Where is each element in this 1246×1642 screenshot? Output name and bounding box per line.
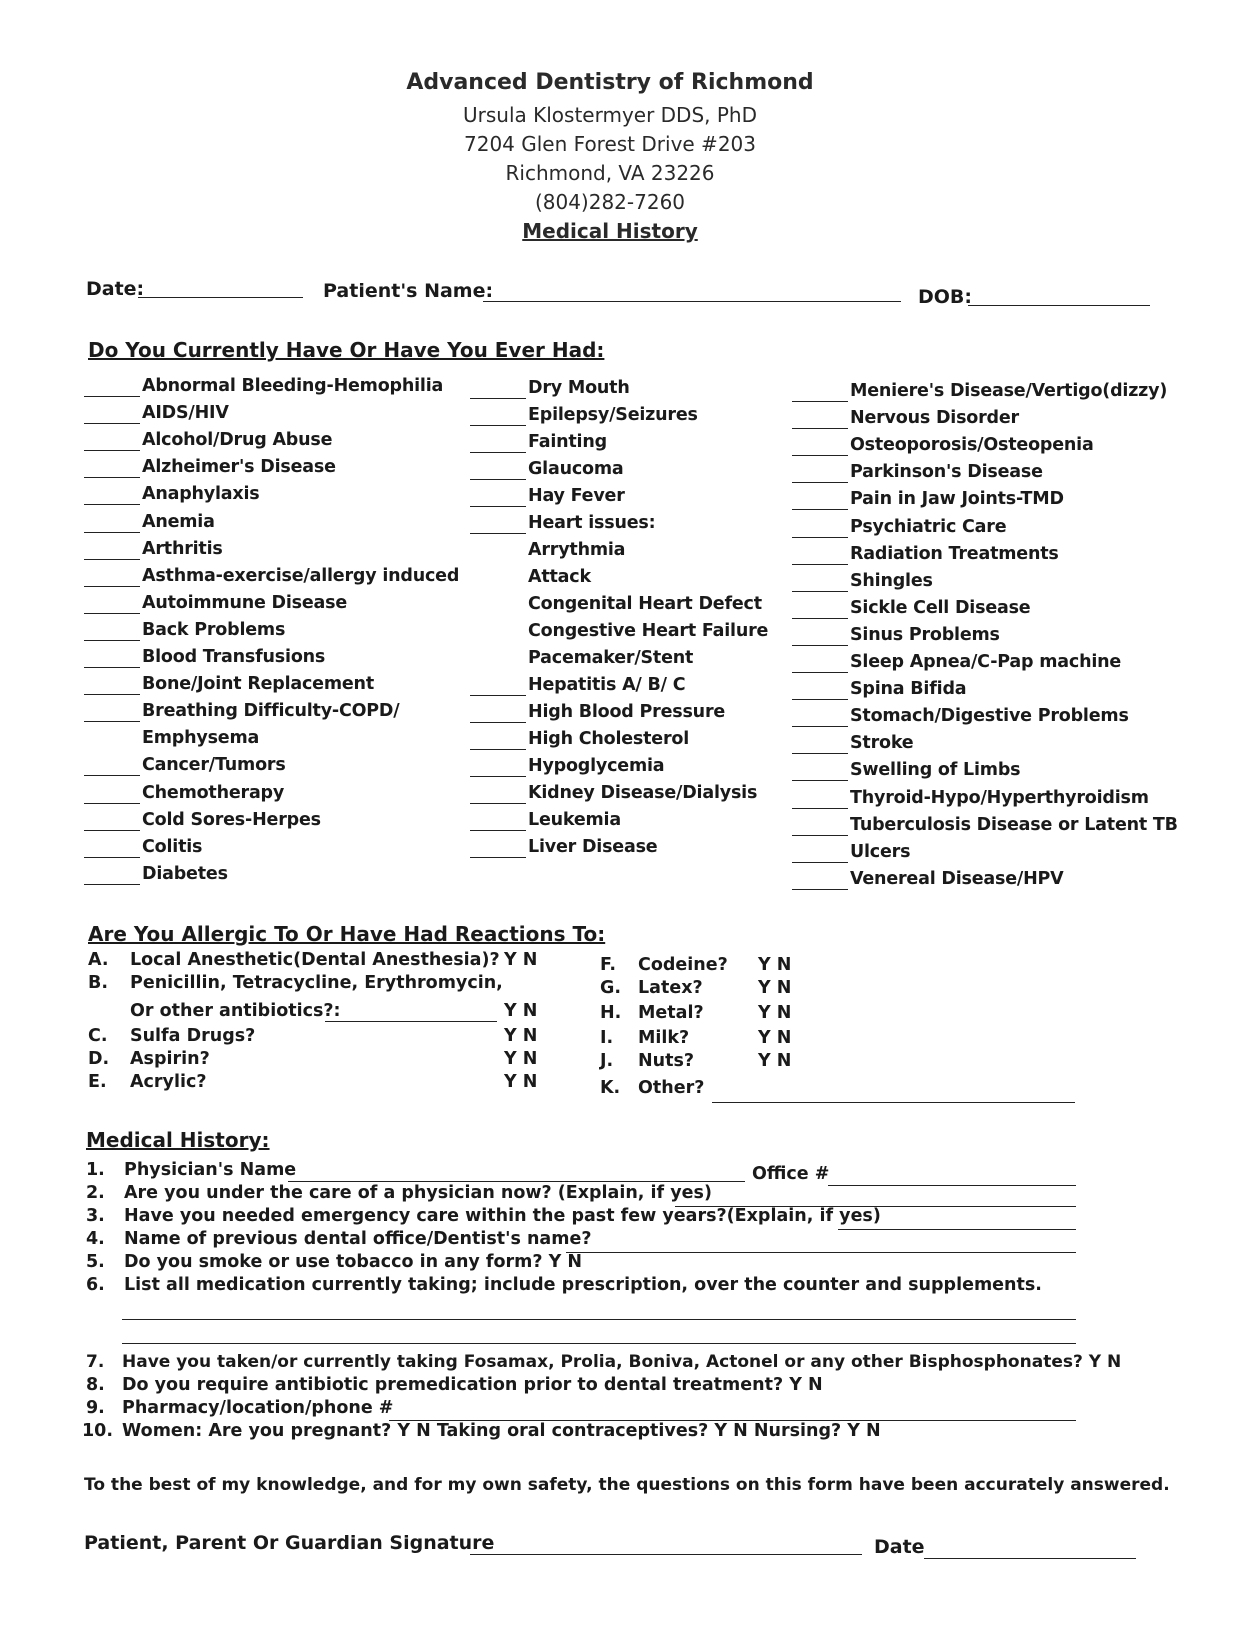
- condition-check-blank[interactable]: [84, 430, 140, 451]
- condition-check-blank[interactable]: [470, 756, 526, 777]
- medication-line-2[interactable]: [122, 1342, 1076, 1344]
- condition-label: Parkinson's Disease: [850, 462, 1043, 483]
- allergy-letter: G.: [600, 978, 622, 998]
- condition-col1-item: [84, 810, 321, 831]
- allergy-label: Codeine?: [638, 955, 728, 975]
- condition-label: Asthma-exercise/allergy induced: [142, 565, 460, 586]
- condition-label: Glaucoma: [528, 459, 624, 479]
- condition-label: Sinus Problems: [850, 624, 1000, 645]
- condition-col3-item: [792, 489, 1064, 510]
- allergy-letter: J.: [600, 1051, 614, 1071]
- allergy-letter: E.: [88, 1072, 107, 1092]
- condition-label: Tuberculosis Disease or Latent TB: [850, 814, 1178, 835]
- condition-label: Nervous Disorder: [850, 408, 1019, 429]
- allergy-label: Aspirin?: [130, 1049, 210, 1069]
- dob-label: DOB:: [918, 286, 973, 308]
- condition-check-blank[interactable]: [792, 517, 848, 538]
- other-antibiotics-field[interactable]: [325, 1020, 497, 1022]
- condition-check-blank[interactable]: [792, 625, 848, 646]
- q6-number: 6.: [86, 1275, 105, 1295]
- conditions-heading: Do You Currently Have Or Have You Ever Had:: [88, 338, 605, 362]
- allergy-yes-no[interactable]: Y N: [758, 1003, 792, 1023]
- condition-check-blank[interactable]: [84, 701, 140, 722]
- condition-label: Chemotherapy: [142, 782, 285, 803]
- office-number-field[interactable]: [828, 1184, 1076, 1186]
- condition-check-blank[interactable]: [84, 864, 140, 885]
- condition-col3-item: [792, 652, 1121, 673]
- condition-label: Alcohol/Drug Abuse: [142, 430, 333, 451]
- condition-label: Dry Mouth: [528, 378, 630, 398]
- condition-check-blank[interactable]: [792, 652, 848, 673]
- q5-number: 5.: [86, 1252, 105, 1272]
- condition-label: Hepatitis A/ B/ C: [528, 675, 686, 695]
- allergy-label: Local Anesthetic(Dental Anesthesia)?: [130, 950, 500, 970]
- q3-label: Have you needed emergency care within the past few years?(Explain, if yes): [124, 1206, 881, 1226]
- allergy-label: Nuts?: [638, 1051, 695, 1071]
- medical-history-heading: Medical History:: [86, 1128, 270, 1152]
- condition-col3-item: [792, 815, 1178, 836]
- condition-label: Anaphylaxis: [142, 484, 260, 505]
- allergy-yes-no[interactable]: Y N: [758, 978, 792, 998]
- condition-check-blank[interactable]: [84, 403, 140, 424]
- condition-label: Stomach/Digestive Problems: [850, 706, 1129, 727]
- condition-label: Pacemaker/Stent: [528, 648, 694, 668]
- condition-col2-item: [470, 594, 762, 614]
- condition-check-blank[interactable]: [792, 706, 848, 727]
- condition-check-blank[interactable]: [84, 484, 140, 505]
- condition-label: Kidney Disease/Dialysis: [528, 783, 758, 803]
- condition-col2-item: [470, 405, 698, 426]
- condition-label: Arthritis: [142, 538, 223, 559]
- condition-col3-item: [792, 679, 966, 700]
- condition-check-blank[interactable]: [792, 815, 848, 836]
- q3-number: 3.: [86, 1206, 105, 1226]
- q8-label: Do you require antibiotic premedication prior to dental treatment? Y N: [122, 1375, 823, 1395]
- condition-check-blank[interactable]: [792, 760, 848, 781]
- form-title: Medical History: [522, 219, 698, 243]
- q5-label: Do you smoke or use tobacco in any form? Y N: [124, 1252, 583, 1272]
- condition-label: Alzheimer's Disease: [142, 457, 336, 478]
- condition-col3-item: [792, 598, 1030, 619]
- condition-check-blank[interactable]: [470, 459, 526, 480]
- date-field[interactable]: [138, 296, 303, 298]
- practice-address-line1: 7204 Glen Forest Drive #203: [464, 132, 756, 156]
- condition-label: Congestive Heart Failure: [528, 621, 769, 641]
- condition-col3-item: [792, 869, 1064, 890]
- condition-label: Back Problems: [142, 619, 286, 640]
- condition-label: Spina Bifida: [850, 679, 967, 700]
- condition-col2-item: [470, 648, 693, 668]
- condition-col1-item: [84, 484, 260, 505]
- allergy-label: Acrylic?: [130, 1072, 207, 1092]
- condition-label: Swelling of Limbs: [850, 760, 1021, 781]
- condition-col2-item: [470, 837, 657, 858]
- condition-check-blank[interactable]: [84, 783, 140, 804]
- condition-check-blank[interactable]: [792, 435, 848, 456]
- condition-check-blank[interactable]: [470, 729, 526, 750]
- condition-label: Emphysema: [142, 728, 260, 749]
- condition-check-blank[interactable]: [792, 462, 848, 483]
- condition-label: Arrythmia: [528, 540, 626, 560]
- q4-number: 4.: [86, 1229, 105, 1249]
- condition-check-blank[interactable]: [470, 486, 526, 507]
- condition-label: Leukemia: [528, 810, 621, 830]
- condition-check-blank[interactable]: [792, 598, 848, 619]
- practice-phone: (804)282-7260: [534, 190, 686, 214]
- condition-check-blank[interactable]: [470, 378, 526, 399]
- condition-col1-item: [84, 701, 399, 722]
- condition-check-blank[interactable]: [84, 837, 140, 858]
- condition-label: Meniere's Disease/Vertigo(dizzy): [850, 381, 1168, 401]
- allergy-label: Penicillin, Tetracycline, Erythromycin,: [130, 973, 503, 993]
- condition-col2-item: [470, 540, 625, 560]
- signature-field[interactable]: [470, 1553, 862, 1555]
- condition-label: Hypoglycemia: [528, 756, 665, 776]
- allergy-label: Sulfa Drugs?: [130, 1026, 256, 1046]
- allergy-letter: K.: [600, 1078, 621, 1098]
- condition-label: Cancer/Tumors: [142, 755, 286, 776]
- condition-col1-item: [84, 674, 374, 695]
- physician-name-field[interactable]: [288, 1180, 745, 1182]
- condition-col2-item: [470, 783, 757, 804]
- condition-col1-item: [84, 837, 202, 858]
- q2-number: 2.: [86, 1183, 105, 1203]
- patient-name-label: Patient's Name:: [323, 280, 494, 302]
- q2-label: Are you under the care of a physician now? (Explain, if yes): [124, 1183, 712, 1203]
- condition-col1-item: [84, 593, 347, 614]
- condition-label: High Cholesterol: [528, 729, 690, 749]
- condition-label: High Blood Pressure: [528, 702, 726, 722]
- condition-col1-item: [84, 457, 336, 478]
- condition-label: Blood Transfusions: [142, 647, 326, 667]
- condition-col2-item: [470, 432, 607, 453]
- allergy-letter: D.: [88, 1049, 110, 1069]
- condition-check-blank[interactable]: [84, 620, 140, 641]
- condition-col1-item: [84, 620, 285, 641]
- condition-check-blank[interactable]: [792, 679, 848, 700]
- condition-label: Hay Fever: [528, 486, 625, 506]
- medication-line-1[interactable]: [122, 1318, 1076, 1320]
- condition-col1-item: [84, 647, 325, 668]
- condition-check-blank[interactable]: [792, 869, 848, 890]
- doctor-name: Ursula Klostermyer DDS, PhD: [462, 103, 758, 127]
- q1-number: 1.: [86, 1160, 105, 1180]
- allergy-label: Other?: [638, 1078, 705, 1098]
- condition-label: Congenital Heart Defect: [528, 594, 762, 614]
- condition-label: Diabetes: [142, 863, 228, 884]
- q4-field[interactable]: [566, 1251, 1076, 1253]
- condition-col2-item: [470, 378, 630, 399]
- condition-check-blank[interactable]: [470, 783, 526, 804]
- allergy-yes-no[interactable]: Y N: [504, 1026, 538, 1046]
- allergy-yes-no[interactable]: Y N: [758, 1028, 792, 1048]
- condition-col2-item: [470, 459, 623, 480]
- q9-label: Pharmacy/location/phone #: [122, 1398, 394, 1418]
- condition-label: Abnormal Bleeding-Hemophilia: [142, 376, 444, 396]
- condition-label: Colitis: [142, 836, 203, 857]
- condition-check-blank[interactable]: [84, 755, 140, 776]
- condition-label: Stroke: [850, 733, 914, 754]
- condition-check-blank[interactable]: [84, 457, 140, 478]
- q6-label: List all medication currently taking; include prescription, over the counter and supplements.: [124, 1275, 1042, 1295]
- other-allergy-field[interactable]: [712, 1101, 1075, 1103]
- condition-col3-item: [792, 760, 1020, 781]
- condition-col1-item: [84, 783, 284, 804]
- condition-check-blank[interactable]: [84, 593, 140, 614]
- condition-label: Thyroid-Hypo/Hyperthyroidism: [850, 787, 1149, 808]
- condition-check-blank[interactable]: [792, 408, 848, 429]
- q10-label: Women: Are you pregnant? Y N Taking oral contraceptives? Y N Nursing? Y N: [122, 1421, 881, 1441]
- condition-col3-item: [792, 571, 933, 592]
- condition-col1-item: [84, 430, 332, 451]
- allergies-heading: Are You Allergic To Or Have Had Reactions To:: [88, 922, 606, 946]
- condition-col3-item: [792, 408, 1019, 429]
- practice-name: Advanced Dentistry of Richmond: [406, 70, 814, 95]
- q7-label: Have you taken/or currently taking Fosamax, Prolia, Boniva, Actonel or any other Bisphosphonates? Y N: [122, 1352, 1122, 1372]
- q10-number: 10.: [82, 1421, 114, 1441]
- signature-date-label: Date: [874, 1536, 925, 1558]
- condition-col2-item: [470, 756, 664, 777]
- condition-label: Sickle Cell Disease: [850, 597, 1031, 618]
- allergy-label: Milk?: [638, 1028, 690, 1048]
- condition-col3-item: [792, 517, 1006, 538]
- condition-check-blank[interactable]: [792, 489, 848, 510]
- condition-label: AIDS/HIV: [142, 403, 229, 424]
- condition-label: Cold Sores-Herpes: [142, 809, 321, 830]
- signature-label: Patient, Parent Or Guardian Signature: [84, 1532, 495, 1554]
- condition-check-blank[interactable]: [84, 376, 140, 397]
- condition-col1-item: [84, 512, 215, 533]
- q4-label: Name of previous dental office/Dentist's name?: [124, 1229, 592, 1249]
- condition-label: Radiation Treatments: [850, 543, 1059, 564]
- condition-label: Heart issues:: [528, 513, 656, 533]
- condition-col3-item: [792, 788, 1149, 809]
- allergy-letter: H.: [600, 1003, 622, 1023]
- condition-col1-item: [84, 566, 459, 587]
- condition-col2-item: [470, 729, 689, 750]
- attestation-text: To the best of my knowledge, and for my own safety, the questions on this form have been accurately answered.: [84, 1475, 1170, 1495]
- condition-check-blank[interactable]: [84, 539, 140, 560]
- condition-check-blank[interactable]: [84, 810, 140, 831]
- condition-check-blank[interactable]: [470, 405, 526, 426]
- condition-col1-item: [84, 376, 443, 397]
- condition-col3-item: [792, 381, 1167, 402]
- q3-field[interactable]: [838, 1228, 1076, 1230]
- allergy-yes-no[interactable]: Y N: [504, 950, 538, 970]
- condition-check-blank[interactable]: [470, 702, 526, 723]
- condition-col2-item: [470, 621, 768, 641]
- condition-col2-item: [470, 567, 591, 587]
- condition-check-blank[interactable]: [792, 788, 848, 809]
- condition-check-blank[interactable]: [84, 674, 140, 695]
- allergy-yes-no[interactable]: Y N: [504, 1072, 538, 1092]
- condition-check-blank[interactable]: [470, 513, 526, 534]
- dob-field[interactable]: [968, 304, 1150, 306]
- condition-col1-item: [84, 864, 228, 885]
- condition-check-blank[interactable]: [470, 675, 526, 696]
- condition-check-blank[interactable]: [792, 842, 848, 863]
- allergy-yes-no[interactable]: Y N: [758, 1051, 792, 1071]
- q1-physician-label: Physician's Name: [124, 1160, 297, 1180]
- condition-check-blank[interactable]: [792, 381, 848, 402]
- condition-col2-item: [470, 513, 655, 534]
- condition-col1-item: [84, 539, 223, 560]
- condition-col3-item: [792, 842, 910, 863]
- condition-col2-item: [470, 486, 625, 507]
- condition-col2-item: [470, 702, 725, 723]
- allergy-letter: F.: [600, 955, 617, 975]
- condition-check-blank[interactable]: [84, 647, 140, 668]
- condition-label: Sleep Apnea/C-Pap machine: [850, 652, 1122, 672]
- q8-number: 8.: [86, 1375, 105, 1395]
- patient-name-field[interactable]: [483, 300, 901, 302]
- signature-date-field[interactable]: [924, 1557, 1136, 1559]
- condition-check-blank[interactable]: [792, 733, 848, 754]
- condition-label: Venereal Disease/HPV: [850, 868, 1064, 889]
- condition-col3-item: [792, 544, 1059, 565]
- date-label: Date:: [86, 278, 145, 300]
- condition-label: Autoimmune Disease: [142, 592, 348, 613]
- condition-label: Psychiatric Care: [850, 516, 1007, 537]
- q1-office-label: Office #: [752, 1164, 830, 1184]
- allergy-letter: C.: [88, 1026, 108, 1046]
- condition-label: Bone/Joint Replacement: [142, 674, 374, 695]
- condition-col3-item: [792, 706, 1129, 727]
- condition-label: Breathing Difficulty-COPD/: [142, 701, 400, 722]
- condition-label: Epilepsy/Seizures: [528, 405, 698, 425]
- q7-number: 7.: [86, 1352, 105, 1372]
- condition-col1-item: [84, 755, 286, 776]
- condition-label: Fainting: [528, 432, 607, 452]
- allergy-letter: I.: [600, 1028, 614, 1048]
- condition-col3-item: [792, 435, 1094, 456]
- condition-check-blank[interactable]: [470, 432, 526, 453]
- allergy-yes-no[interactable]: Y N: [758, 955, 792, 975]
- condition-check-blank[interactable]: [84, 566, 140, 587]
- condition-label: Liver Disease: [528, 837, 658, 857]
- condition-label: Ulcers: [850, 841, 911, 862]
- condition-col3-item: [792, 625, 1000, 646]
- q9-number: 9.: [86, 1398, 105, 1418]
- condition-label: Osteoporosis/Osteopenia: [850, 435, 1094, 456]
- condition-col2-item: [470, 675, 685, 696]
- practice-address-line2: Richmond, VA 23226: [505, 161, 715, 185]
- condition-label: Shingles: [850, 570, 933, 591]
- condition-check-blank[interactable]: [84, 512, 140, 533]
- allergy-label: Metal?: [638, 1003, 704, 1023]
- allergy-letter: B.: [88, 973, 108, 993]
- condition-col3-item: [792, 462, 1043, 483]
- condition-col3-item: [792, 733, 913, 754]
- allergy-yes-no[interactable]: Y N: [504, 1049, 538, 1069]
- condition-label: Pain in Jaw Joints-TMD: [850, 489, 1064, 510]
- condition-check-blank[interactable]: [792, 544, 848, 565]
- condition-label: Attack: [528, 567, 591, 587]
- condition-check-blank[interactable]: [470, 810, 526, 831]
- condition-col1-item: [84, 403, 229, 424]
- condition-check-blank[interactable]: [470, 837, 526, 858]
- condition-col1-item: [84, 728, 259, 748]
- allergy-label: Or other antibiotics?:: [130, 1001, 341, 1021]
- condition-label: Anemia: [142, 511, 215, 532]
- condition-check-blank[interactable]: [792, 571, 848, 592]
- allergy-label: Latex?: [638, 978, 703, 998]
- condition-col2-item: [470, 810, 621, 831]
- allergy-yes-no[interactable]: Y N: [504, 1001, 538, 1021]
- allergy-letter: A.: [88, 950, 109, 970]
